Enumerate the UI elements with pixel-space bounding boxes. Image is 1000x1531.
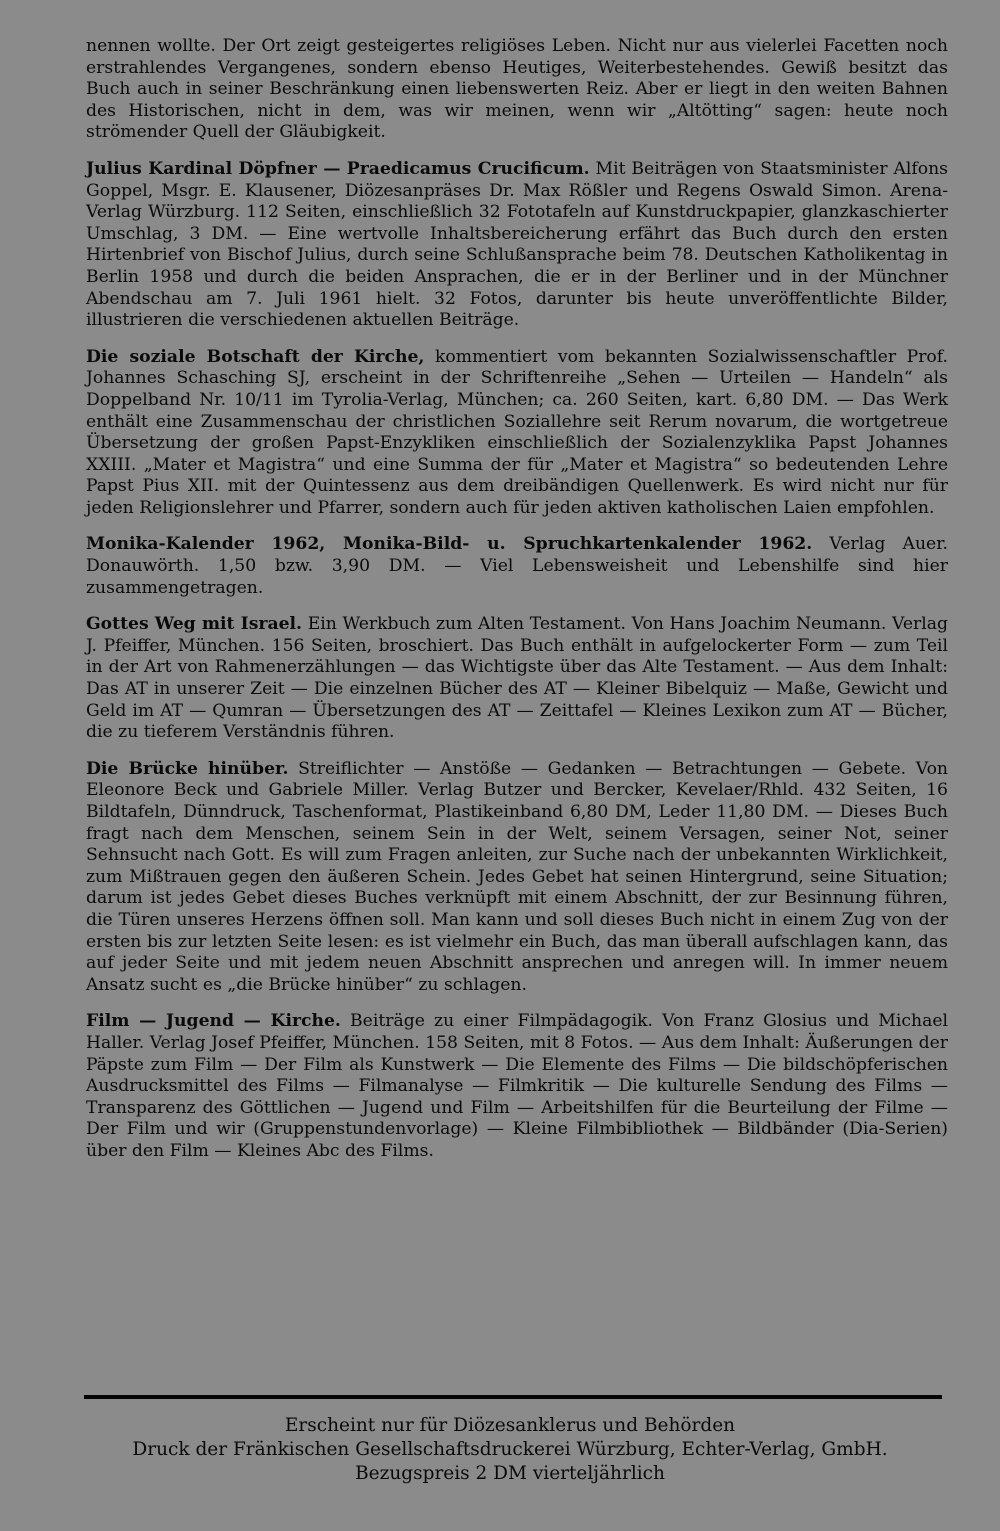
review-entry-monika-kalender: [86, 534, 948, 599]
colophon-printer: Druck der Fränkischen Gesellschaftsdruckerei Würzburg, Echter-Verlag, GmbH.: [132, 1439, 888, 1460]
review-entry-soziale-botschaft: [86, 347, 948, 520]
review-entry-film-jugend-kirche: [86, 1011, 948, 1162]
entry-title: Julius Kardinal Döpfner — Praedicamus Crucificum.: [86, 158, 590, 179]
entry-text: Beiträge zu einer Filmpädagogik. Von Franz Glosius und Michael Haller. Verlag Josef Pfeiffer, München. 158 Seiten, mit 8 Fotos. — Aus dem Inhalt: Äußerungen der Päpste zum Film — Der Film als Kunstwerk — Die Elemente des Films — Die bildschöpferischen Ausdrucksmittel des Films — Filmanalyse — Filmkritik — Die kulturelle Sendung des Films — Transparenz des Göttlichen — Jugend und Film — Arbeitshilfen für die Beurteilung der Filme — Der Film und wir (Gruppenstundenvorlage) — Kleine Filmbibliothek — Bildbänder (Dia-Serien) über den Film — Kleines Abc des Films.: [86, 1011, 948, 1161]
entry-title: Die Brücke hinüber.: [86, 758, 289, 779]
intro-paragraph: nennen wollte. Der Ort zeigt gesteigertes religiöses Leben. Nicht nur aus vielerlei Facetten noch erstrahlendes Vergangenes, sondern ebenso Heutiges, Weiterbestehendes. Gewiß besitzt das Buch auch in seiner Beschränkung einen liebenswerten Reiz. Aber er liegt in den weiten Bahnen des Historischen, nicht in dem, was wir meinen, wenn wir „Altötting“ sagen: heute noch strömender Quell der Gläubigkeit.: [86, 36, 948, 143]
entry-text: Verlag Auer. Donauwörth. 1,50 bzw. 3,90 DM. — Viel Lebensweisheit und Lebenshilfe sind hier zusammengetragen.: [86, 534, 948, 598]
review-entry-bruecke: [86, 759, 948, 997]
review-entry-gottes-weg: [86, 614, 948, 744]
entry-text: Mit Beiträgen von Staatsminister Alfons Goppel, Msgr. E. Klausener, Diözesanpräses Dr. Max Rößler und Regens Oswald Simon. Arena-Verlag Würzburg. 112 Seiten, einschließlich 32 Fototafeln auf Kunstdruckpapier, glanzkaschierter Umschlag, 3 DM. — Eine wertvolle Inhaltsbereicherung erfährt das Buch durch den ersten Hirtenbrief von Bischof Julius, durch seine Schlußansprache beim 78. Deutschen Katholikentag in Berlin 1958 und durch die beiden Ansprachen, die er in der Berliner und in der Münchner Abendschau am 7. Juli 1961 hielt. 32 Fotos, darunter bis heute unveröffentlichte Bilder, illustrieren die verschiedenen aktuellen Beiträge.: [86, 158, 949, 331]
footer-divider: [84, 1395, 942, 1399]
entry-text: kommentiert vom bekannten Sozialwissenschaftler Prof. Johannes Schasching SJ, erscheint in der Schriftenreihe „Sehen — Urteilen — Handeln“ als Doppelband Nr. 10/11 im Tyrolia-Verlag, München; ca. 260 Seiten, kart. 6,80 DM. — Das Werk enthält eine Zusammenschau der christlichen Soziallehre seit Rerum novarum, die wortgetreue Übersetzung der großen Papst-Enzykliken einschließlich der Sozialenzyklika Papst Johannes XXIII. „Mater et Magistra“ und eine Summa der für „Mater et Magistra“ so bedeutenden Lehre Papst Pius XII. mit der Quintessenz aus dem dreibändigen Quellenwerk. Es wird nicht nur für jeden Religionslehrer und Pfarrer, sondern auch für jeden aktiven katholischen Laien empfohlen.: [86, 346, 948, 518]
page-body: [86, 36, 948, 1163]
entry-title: Die soziale Botschaft der Kirche,: [86, 346, 425, 367]
colophon-price: Bezugspreis 2 DM vierteljährlich: [355, 1463, 665, 1484]
entry-text: Ein Werkbuch zum Alten Testament. Von Hans Joachim Neumann. Verlag J. Pfeiffer, München. 156 Seiten, broschiert. Das Buch enthält in aufgelockerter Form — zum Teil in der Art von Rahmenerzählungen — das Wichtigste über das Alte Testament. — Aus dem Inhalt: Das AT in unserer Zeit — Die einzelnen Bücher des AT — Kleiner Bibelquiz — Maße, Gewicht und Geld im AT — Qumran — Übersetzungen des AT — Zeittafel — Kleines Lexikon zum AT — Bücher, die zu tieferem Verständnis führen.: [86, 614, 948, 743]
review-entry-doepfner: [86, 159, 948, 332]
entry-title: Film — Jugend — Kirche.: [86, 1011, 341, 1032]
entry-title: Gottes Weg mit Israel.: [86, 614, 303, 635]
entry-title: Monika-Kalender 1962, Monika-Bild- u. Spruchkartenkalender 1962.: [86, 534, 813, 555]
colophon-distribution: Erscheint nur für Diözesanklerus und Behörden: [284, 1415, 736, 1436]
colophon: [60, 1414, 960, 1486]
entry-text: Streiflichter — Anstöße — Gedanken — Betrachtungen — Gebete. Von Eleonore Beck und Gabriele Miller. Verlag Butzer und Bercker, Kevelaer/Rhld. 432 Seiten, 16 Bildtafeln, Dünndruck, Taschenformat, Plastikeinband 6,80 DM, Leder 11,80 DM. — Dieses Buch fragt nach dem Menschen, seinem Sein in der Welt, seinem Versagen, seiner Not, seiner Sehnsucht nach Gott. Es will zum Fragen anleiten, zur Suche nach der unbekannten Wirklichkeit, zum Mißtrauen gegen den äußeren Schein. Jedes Gebet hat seinen Hintergrund, seine Situation; darum ist jedes Gebet dieses Buches verknüpft mit einem Abschnitt, der zur Besinnung führen, die Türen unseres Herzens öffnen soll. Man kann und soll dieses Buch nicht in einem Zug von der ersten bis zur letzten Seite lesen: es ist vielmehr ein Buch, das man überall aufschlagen kann, das auf jeder Seite und mit jedem neuen Abschnitt ansprechen und anregen will. In immer neuem Ansatz sucht es „die Brücke hinüber“ zu schlagen.: [86, 758, 949, 995]
